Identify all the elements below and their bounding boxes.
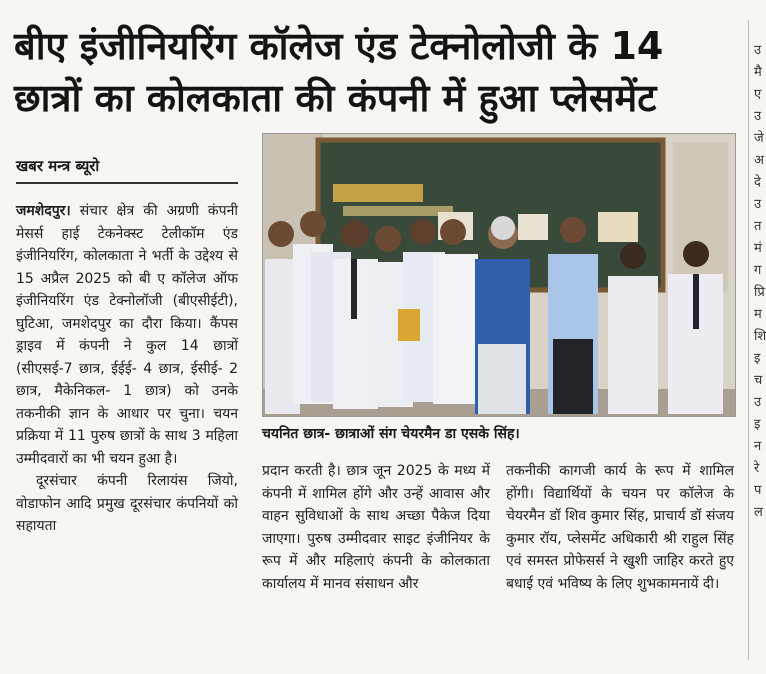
edge-glyph: उ bbox=[754, 43, 762, 58]
column-divider bbox=[748, 20, 749, 660]
paragraph bbox=[16, 200, 238, 470]
edge-glyph: प्रि bbox=[754, 285, 765, 300]
edge-glyph: म bbox=[754, 307, 762, 322]
edge-glyph: ग bbox=[754, 263, 762, 278]
edge-glyph: अ bbox=[754, 153, 764, 168]
edge-glyph: उ bbox=[754, 109, 762, 124]
edge-glyph: इ bbox=[754, 417, 761, 432]
edge-glyph: रे bbox=[754, 461, 760, 476]
edge-glyph: इ bbox=[754, 351, 761, 366]
article-column-3 bbox=[506, 460, 734, 595]
edge-glyph: ल bbox=[754, 505, 763, 520]
edge-glyph: दे bbox=[754, 175, 761, 190]
paragraph-text: संचार क्षेत्र की अग्रणी कंपनी मेसर्स हाई टेकनेक्स्ट टेलीकॉम एंड इंजीनियरिंग, कोलकाता ने भर्ती के उद्देश्य से 15 अप्रैल 2025 को बी ए कॉलेज ऑफ इंजीनियरिंग एंड टेक्नोलॉजी (बीएसीईटी), घुटिआ, जमशेदपुर का दौरा किया। कैंपस ड्राइव में कंपनी ने कुल 14 छात्रों (सीएसई-7 छात्र, ईईई- 4 छात्र, ईसीई- 2 छात्र, मैकेनिकल- 1 छात्र) को उनके तकनीकी ज्ञान के आधार पर चुना। चयन प्रक्रिया में 11 पुरुष छात्रों के साथ 3 महिला उम्मीदवारों का भी चयन हुआ है। bbox=[16, 203, 239, 467]
dateline: जमशेदपुर। bbox=[16, 203, 71, 219]
news-photo bbox=[262, 133, 736, 417]
edge-glyph: मं bbox=[754, 241, 762, 256]
article-column-2 bbox=[262, 460, 490, 595]
group-photo-image bbox=[263, 134, 735, 416]
headline: बीए इंजीनियरिंग कॉलेज एंड टेक्नोलोजी के 14 छात्रों का कोलकाता की कंपनी में हुआ प्लेसमेंट bbox=[14, 24, 664, 120]
edge-glyph: ए bbox=[754, 87, 762, 102]
paragraph: तकनीकी कागजी कार्य के रूप में शामिल होंगी। विद्यार्थियों के चयन पर कॉलेज के चेयरमैन डॉ शिव कुमार सिंह, प्राचार्य डॉ संजय कुमार रॉय, प्लेसमेंट अधिकारी श्री राहुल सिंह एवं समस्त प्रोफेसर्स ने खुशी जाहिर करते हुए बधाई एवं भविष्य के लिए शुभकामनायें दी। bbox=[506, 463, 734, 592]
edge-glyph: त bbox=[754, 219, 762, 234]
edge-glyph: न bbox=[754, 439, 762, 454]
paragraph: प्रदान करती है। छात्र जून 2025 के मध्य में कंपनी में शामिल होंगे और उन्हें आवास और वाहन सुविधाओं के साथ अच्छा पैकेज दिया जाएगा। पुरुष उम्मीदवार साइट इंजीनियर के रूप में और महिलाएं कंपनी के कोलकाता कार्यालय में मानव संसाधन और bbox=[262, 463, 490, 592]
paragraph: दूरसंचार कंपनी रिलायंस जियो, वोडाफोन आदि प्रमुख दूरसंचार कंपनियों को सहायता bbox=[16, 473, 238, 534]
edge-glyph: मै bbox=[754, 65, 762, 80]
edge-glyph: प bbox=[754, 483, 762, 498]
byline: खबर मन्त्र ब्यूरो bbox=[16, 156, 238, 184]
edge-glyph: उ bbox=[754, 395, 762, 410]
edge-glyph: उ bbox=[754, 197, 762, 212]
article-column-1 bbox=[16, 200, 238, 538]
photo-caption: चयनित छात्र- छात्राओं संग चेयरमैन डा एसके सिंह। bbox=[262, 426, 520, 442]
adjacent-article-fragment bbox=[754, 40, 764, 660]
edge-glyph: शि bbox=[754, 329, 766, 344]
edge-glyph: जे bbox=[754, 131, 764, 146]
edge-glyph: च bbox=[754, 373, 763, 388]
